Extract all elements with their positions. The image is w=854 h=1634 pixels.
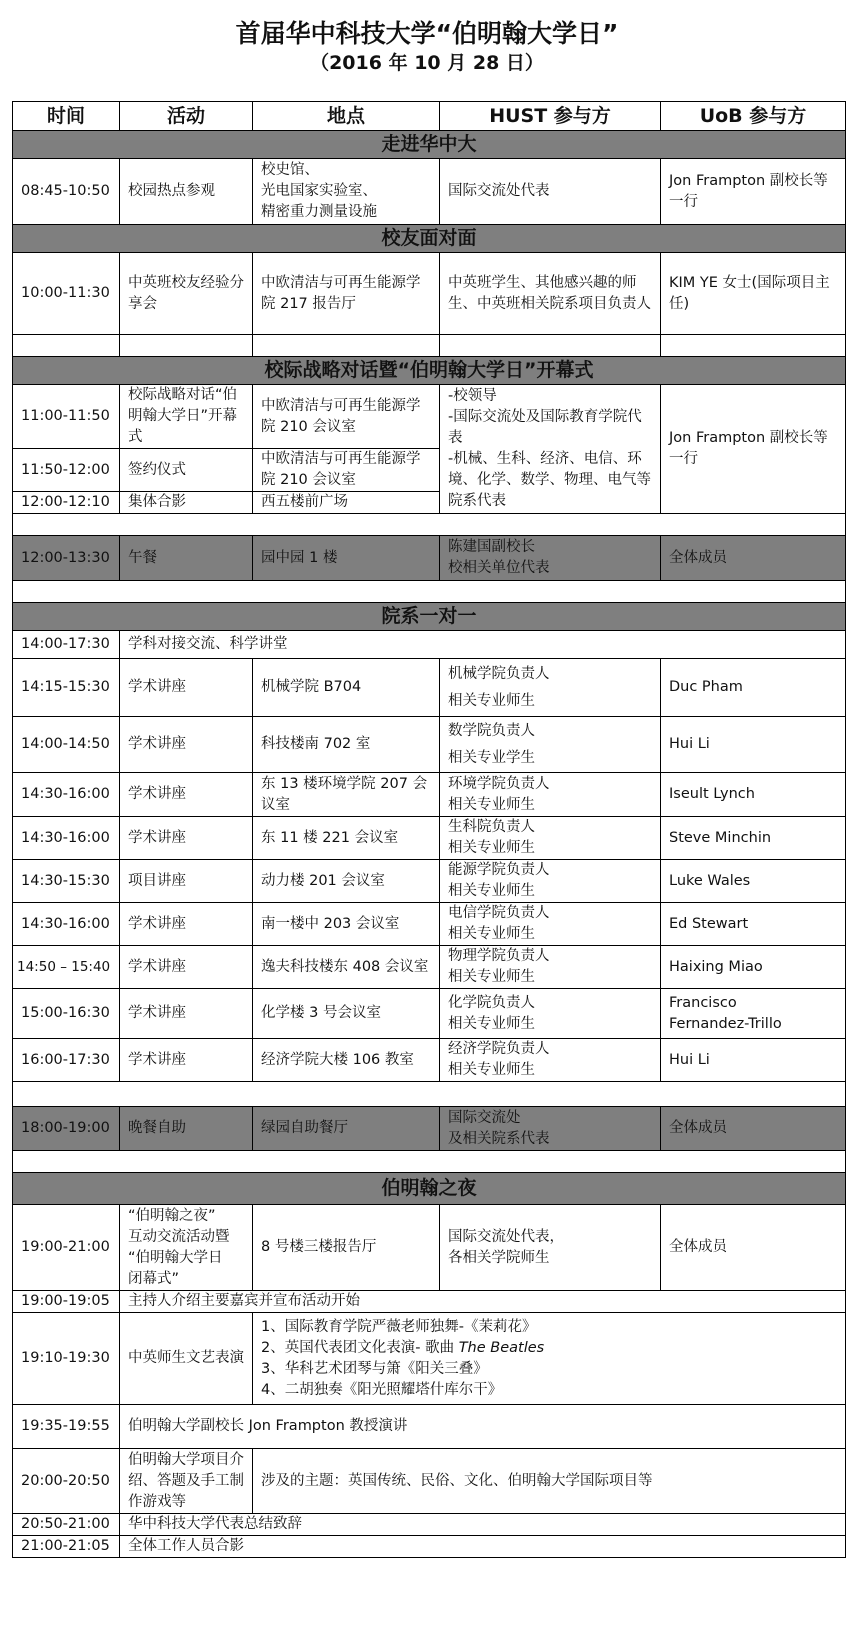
table-row — [13, 659, 846, 717]
time-cell: 08:45-10:50 — [13, 159, 120, 225]
activity-line: 闭幕式” — [128, 1270, 180, 1287]
location-line: 精密重力测量设施 — [261, 204, 377, 220]
hust-cell — [440, 1107, 661, 1151]
hust-line: 化学院负责人 — [448, 994, 535, 1011]
table-row — [13, 903, 846, 946]
time-cell: 14:00-14:50 — [13, 717, 120, 773]
location-cell: 西五楼前广场 — [253, 492, 440, 514]
col-header-hust: HUST 参与方 — [440, 102, 661, 131]
uob-cell: Steve Minchin — [661, 817, 846, 860]
activity-cell: 学术讲座 — [120, 1039, 253, 1082]
table-row — [13, 989, 846, 1039]
time-cell: 18:00-19:00 — [13, 1107, 120, 1151]
table-row — [13, 946, 846, 989]
location-cell: 南一楼中 203 会议室 — [253, 903, 440, 946]
table-row — [13, 385, 846, 449]
hust-cell — [440, 946, 661, 989]
location-cell: 绿园自助餐厅 — [253, 1107, 440, 1151]
time-cell: 14:30-16:00 — [13, 773, 120, 817]
location-cell: 科技楼南 702 室 — [253, 717, 440, 773]
activity-cell: 学术讲座 — [120, 903, 253, 946]
location-line: 校史馆、 — [261, 162, 319, 178]
table-header-row — [13, 102, 846, 131]
location-cell: 机械学院 B704 — [253, 659, 440, 717]
hust-cell — [440, 903, 661, 946]
activity-line: “伯明翰大学日 — [128, 1249, 223, 1266]
activity-cell: 全体工作人员合影 — [120, 1536, 846, 1558]
time-cell: 19:00-19:05 — [13, 1291, 120, 1313]
location-cell: 中欧清洁与可再生能源学院 217 报告厅 — [253, 253, 440, 335]
section-title: 走进华中大 — [13, 131, 846, 159]
activity-cell: 午餐 — [120, 536, 253, 581]
table-row — [13, 631, 846, 659]
activity-cell: 伯明翰大学项目介绍、答题及手工制作游戏等 — [120, 1449, 253, 1514]
program-line: 3、华科艺术团琴与箫《阳关三叠》 — [261, 1360, 488, 1377]
uob-cell: 全体成员 — [661, 1205, 846, 1291]
hust-line: 相关专业学生 — [448, 749, 535, 766]
table-row — [13, 159, 846, 225]
time-cell: 16:00-17:30 — [13, 1039, 120, 1082]
hust-cell: 国际交流处代表 — [440, 159, 661, 225]
uob-cell: 全体成员 — [661, 536, 846, 581]
activity-cell: 签约仪式 — [120, 449, 253, 492]
location-cell: 东 11 楼 221 会议室 — [253, 817, 440, 860]
table-row — [13, 536, 846, 581]
hust-cell — [440, 385, 661, 514]
table-row — [13, 1514, 846, 1536]
time-cell: 20:50-21:00 — [13, 1514, 120, 1536]
location-cell: 动力楼 201 会议室 — [253, 860, 440, 903]
hust-line: 电信学院负责人 — [448, 905, 550, 921]
section-row — [13, 603, 846, 631]
hust-line: -校领导 — [448, 388, 497, 404]
blank-row — [13, 1082, 846, 1107]
uob-cell: KIM YE 女士(国际项目主任) — [661, 253, 846, 335]
activity-cell: 中英师生文艺表演 — [120, 1313, 253, 1405]
blank-row — [13, 581, 846, 603]
time-cell: 14:30-16:00 — [13, 903, 120, 946]
activity-cell: 学科对接交流、科学讲堂 — [120, 631, 846, 659]
activity-cell: 学术讲座 — [120, 989, 253, 1039]
activity-line: “伯明翰之夜” — [128, 1207, 216, 1224]
uob-cell: Haixing Miao — [661, 946, 846, 989]
location-cell: 8 号楼三楼报告厅 — [253, 1205, 440, 1291]
table-row — [13, 1107, 846, 1151]
table-row — [13, 717, 846, 773]
hust-line: -国际交流处及国际教育学院代表 — [448, 409, 642, 446]
section-row — [13, 225, 846, 253]
time-cell: 10:00-11:30 — [13, 253, 120, 335]
location-line: 光电国家实验室、 — [261, 183, 377, 199]
activity-cell: 华中科技大学代表总结致辞 — [120, 1514, 846, 1536]
table-row — [13, 253, 846, 335]
activity-cell — [120, 1205, 253, 1291]
activity-cell: 学术讲座 — [120, 946, 253, 989]
time-cell: 15:00-16:30 — [13, 989, 120, 1039]
hust-cell — [440, 989, 661, 1039]
uob-cell: Jon Frampton 副校长等一行 — [661, 385, 846, 514]
page-title: 首届华中科技大学“伯明翰大学日” — [235, 19, 619, 48]
program-line: 2、英国代表团文化表演- 歌曲 The Beatles — [261, 1339, 545, 1356]
hust-line: 相关专业师生 — [448, 969, 535, 985]
program-cell — [253, 1313, 846, 1405]
hust-line: 相关专业师生 — [448, 1062, 535, 1078]
col-header-time: 时间 — [13, 102, 120, 131]
hust-line: 环境学院负责人 — [448, 775, 550, 792]
time-cell: 21:00-21:05 — [13, 1536, 120, 1558]
hust-line: 数学院负责人 — [448, 722, 535, 739]
activity-cell: 校际战略对话“伯明翰大学日”开幕式 — [120, 385, 253, 449]
location-cell: 经济学院大楼 106 教室 — [253, 1039, 440, 1082]
hust-cell — [440, 817, 661, 860]
uob-cell: Hui Li — [661, 1039, 846, 1082]
activity-line: 互动交流活动暨 — [128, 1228, 230, 1245]
hust-line: 经济学院负责人 — [448, 1041, 550, 1057]
time-cell: 11:00-11:50 — [13, 385, 120, 449]
location-cell: 中欧清洁与可再生能源学院 210 会议室 — [253, 385, 440, 449]
hust-line: 相关专业师生 — [448, 840, 535, 856]
table-row — [13, 773, 846, 817]
hust-cell — [440, 1039, 661, 1082]
activity-cell: 主持人介绍主要嘉宾并宣布活动开始 — [120, 1291, 846, 1313]
section-row — [13, 131, 846, 159]
location-cell: 逸夫科技楼东 408 会议室 — [253, 946, 440, 989]
uob-cell: 全体成员 — [661, 1107, 846, 1151]
table-row — [13, 817, 846, 860]
uob-cell: Jon Frampton 副校长等一行 — [661, 159, 846, 225]
section-title: 院系一对一 — [13, 603, 846, 631]
time-cell: 14:00-17:30 — [13, 631, 120, 659]
hust-line: 生科院负责人 — [448, 819, 535, 835]
col-header-location: 地点 — [253, 102, 440, 131]
hust-line: 相关专业师生 — [448, 926, 535, 942]
hust-cell — [440, 717, 661, 773]
hust-cell — [440, 773, 661, 817]
hust-line: 相关专业师生 — [448, 1015, 535, 1032]
schedule-table — [12, 101, 846, 1558]
table-row — [13, 1205, 846, 1291]
hust-line: 机械学院负责人 — [448, 665, 550, 682]
table-row — [13, 1449, 846, 1514]
program-line: 1、国际教育学院严薇老师独舞-《茉莉花》 — [261, 1318, 537, 1335]
topics-cell: 涉及的主题：英国传统、民俗、文化、伯明翰大学国际项目等 — [253, 1449, 846, 1514]
hust-cell — [440, 659, 661, 717]
hust-cell — [440, 536, 661, 581]
section-title: 伯明翰之夜 — [13, 1173, 846, 1205]
uob-line: Francisco — [669, 994, 737, 1011]
table-row — [13, 1291, 846, 1313]
activity-cell: 晚餐自助 — [120, 1107, 253, 1151]
blank-row — [13, 1151, 846, 1173]
hust-line: 国际交流处 — [448, 1109, 521, 1126]
uob-line: Fernandez-Trillo — [669, 1015, 782, 1032]
table-row — [13, 1313, 846, 1405]
table-row — [13, 1039, 846, 1082]
hust-line: 相关专业师生 — [448, 796, 535, 813]
hust-line: 能源学院负责人 — [448, 862, 550, 878]
uob-cell: Iseult Lynch — [661, 773, 846, 817]
time-cell: 14:30-16:00 — [13, 817, 120, 860]
time-cell: 12:00-13:30 — [13, 536, 120, 581]
activity-cell: 学术讲座 — [120, 717, 253, 773]
activity-cell: 学术讲座 — [120, 817, 253, 860]
hust-line: 及相关院系代表 — [448, 1130, 550, 1147]
hust-cell — [440, 860, 661, 903]
location-cell: 园中园 1 楼 — [253, 536, 440, 581]
activity-cell: 学术讲座 — [120, 773, 253, 817]
section-row — [13, 1173, 846, 1205]
location-cell: 化学楼 3 号会议室 — [253, 989, 440, 1039]
hust-line: 各相关学院师生 — [448, 1249, 550, 1266]
time-cell: 12:00-12:10 — [13, 492, 120, 514]
table-row — [13, 860, 846, 903]
activity-cell: 学术讲座 — [120, 659, 253, 717]
time-cell: 11:50-12:00 — [13, 449, 120, 492]
hust-line: 陈建国副校长 — [448, 539, 535, 555]
time-cell: 19:35-19:55 — [13, 1405, 120, 1449]
time-cell: 19:00-21:00 — [13, 1205, 120, 1291]
section-title: 校友面对面 — [13, 225, 846, 253]
col-header-uob: UoB 参与方 — [661, 102, 846, 131]
page-subtitle: （2016 年 10 月 28 日） — [310, 52, 544, 74]
location-cell: 东 13 楼环境学院 207 会议室 — [253, 773, 440, 817]
activity-cell: 集体合影 — [120, 492, 253, 514]
activity-cell: 项目讲座 — [120, 860, 253, 903]
uob-cell — [661, 989, 846, 1039]
uob-cell: Ed Stewart — [661, 903, 846, 946]
section-title: 校际战略对话暨“伯明翰大学日”开幕式 — [13, 357, 846, 385]
section-row — [13, 357, 846, 385]
activity-cell: 校园热点参观 — [120, 159, 253, 225]
uob-cell: Hui Li — [661, 717, 846, 773]
table-row — [13, 1405, 846, 1449]
hust-cell: 中英班学生、其他感兴趣的师生、中英班相关院系项目负责人 — [440, 253, 661, 335]
col-header-activity: 活动 — [120, 102, 253, 131]
hust-line: 相关专业师生 — [448, 883, 535, 899]
time-cell: 14:15-15:30 — [13, 659, 120, 717]
location-cell — [253, 159, 440, 225]
hust-line: 相关专业师生 — [448, 692, 535, 709]
time-cell: 14:30-15:30 — [13, 860, 120, 903]
hust-line: 校相关单位代表 — [448, 560, 550, 576]
program-line: 4、二胡独奏《阳光照耀塔什库尔干》 — [261, 1381, 503, 1398]
time-cell: 19:10-19:30 — [13, 1313, 120, 1405]
time-cell: 20:00-20:50 — [13, 1449, 120, 1514]
hust-line: -机械、生科、经济、电信、环境、化学、数学、物理、电气等院系代表 — [448, 451, 651, 509]
activity-cell: 中英班校友经验分享会 — [120, 253, 253, 335]
uob-cell: Luke Wales — [661, 860, 846, 903]
hust-line: 国际交流处代表， — [448, 1228, 564, 1245]
blank-row — [13, 335, 846, 357]
activity-cell: 伯明翰大学副校长 Jon Frampton 教授演讲 — [120, 1405, 846, 1449]
time-cell: 14:50 – 15:40 — [13, 946, 120, 989]
location-cell: 中欧清洁与可再生能源学院 210 会议室 — [253, 449, 440, 492]
table-row — [13, 1536, 846, 1558]
blank-row — [13, 514, 846, 536]
hust-cell — [440, 1205, 661, 1291]
hust-line: 物理学院负责人 — [448, 948, 550, 964]
uob-cell: Duc Pham — [661, 659, 846, 717]
